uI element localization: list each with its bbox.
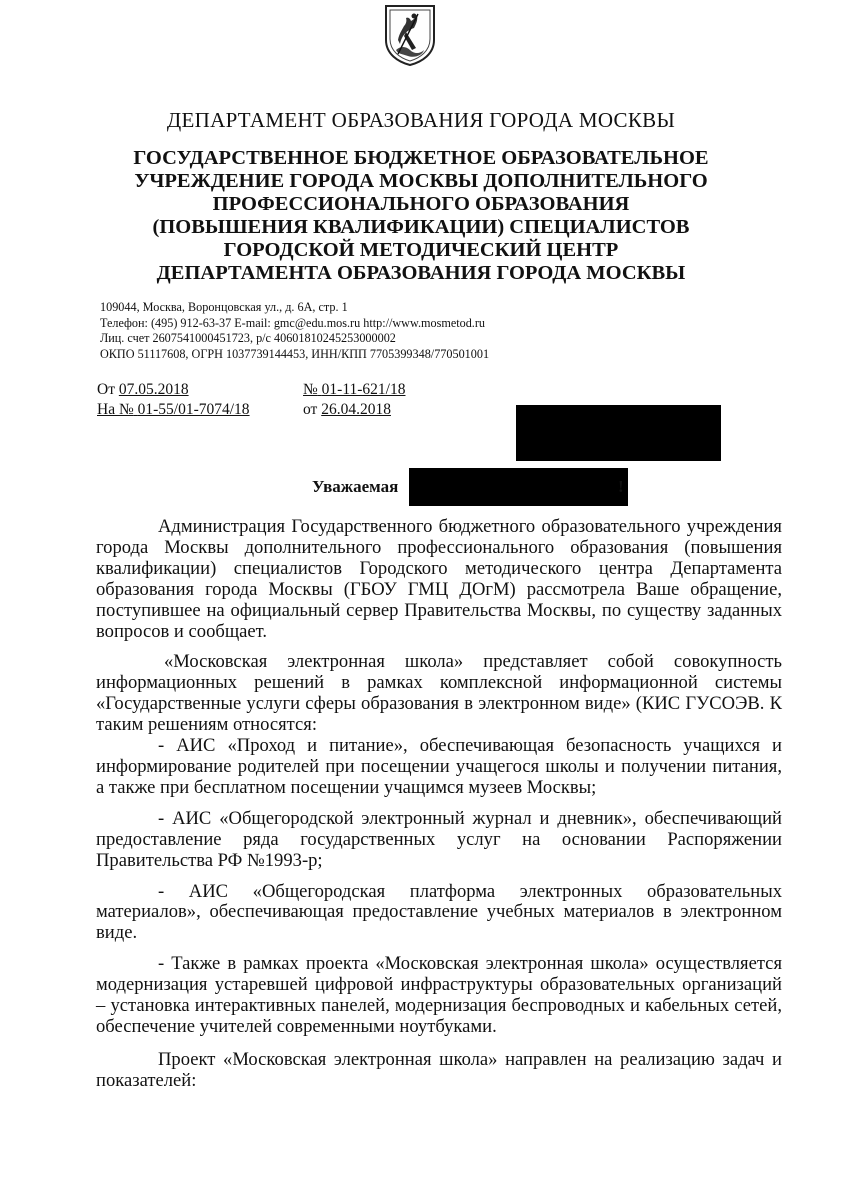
registration-reference: № 01-11-621/18 от 26.04.2018 (303, 381, 406, 418)
organization-line: ПРОФЕССИОНАЛЬНОГО ОБРАЗОВАНИЯ (212, 193, 630, 215)
incoming-number: 01-55/01-7074/18 (137, 401, 250, 418)
list-item: - АИС «Общегородская платформа электронных образовательных материалов», обеспечивающая предоставление учебных материалов в электронном виде. (96, 880, 782, 944)
organization-line: ГОРОДСКОЙ МЕТОДИЧЕСКИЙ ЦЕНТР (223, 239, 619, 261)
outgoing-date: 07.05.2018 (118, 381, 189, 398)
organization-line: ДЕПАРТАМЕНТА ОБРАЗОВАНИЯ ГОРОДА МОСКВЫ (156, 262, 686, 284)
registration-date: 26.04.2018 (321, 401, 391, 418)
paragraph: Администрация Государственного бюджетного образовательного учреждения города Москвы дополнительного профессионального образования (повышения квалификации) специалистов Городского методического центра Департамента образования города Москвы (ГБОУ ГМЦ ДОгМ) рассмотрела Ваше обращение, поступившее на официальный сервер Правительства Москвы, по существу заданных вопросов и сообщает. (96, 516, 782, 642)
paragraph: «Московская электронная школа» представляет собой совокупность информационных решений в рамках комплексной информационной системы «Государственные услуги сферы образования в электронном виде» (КИС ГУСОЭВ. К таким решениям относятся: (96, 651, 782, 736)
greeting-exclamation: ! (618, 477, 624, 496)
registry-line: ОКПО 51117608, ОГРН 1037739144453, ИНН/КПП 7705399348/770501001 (100, 346, 490, 361)
coat-of-arms-emblem (384, 4, 436, 66)
organization-line: ГОСУДАРСТВЕННОЕ БЮДЖЕТНОЕ ОБРАЗОВАТЕЛЬНОЕ (133, 147, 709, 169)
redacted-recipient (516, 405, 721, 461)
redacted-name (409, 468, 628, 506)
organization-title (60, 147, 782, 285)
list-item: - Также в рамках проекта «Московская электронная школа» осуществляется модернизация устаревшей цифровой инфраструктуры образовательных организаций – установка интерактивных панелей, модернизация беспроводных и кабельных сетей, обеспечение учителей современными ноутбуками. (96, 953, 782, 1037)
contact-line: Телефон: (495) 912-63-37 E-mail: gmc@edu.mos.ru http://www.mosmetod.ru (100, 315, 486, 330)
outgoing-reference: От 07.05.2018 На № 01-55/01-7074/18 (97, 381, 250, 418)
paragraph: Проект «Московская электронная школа» направлен на реализацию задач и показателей: (96, 1048, 782, 1091)
greeting: Уважаемая (312, 477, 399, 496)
department-title: ДЕПАРТАМЕНТ ОБРАЗОВАНИЯ ГОРОДА МОСКВЫ (166, 108, 676, 132)
list-item: - АИС «Проход и питание», обеспечивающая безопасность учащихся и информирование родителей при посещении учащегося школы и получении питания, а также при бесплатном посещении учащимся музеев Москвы; (96, 735, 782, 798)
address-line: 109044, Москва, Воронцовская ул., д. 6А, стр. 1 (100, 300, 348, 314)
registration-number: 01-11-621/18 (321, 381, 406, 398)
letter-body (96, 517, 782, 1092)
address-block (100, 300, 489, 362)
organization-line: УЧРЕЖДЕНИЕ ГОРОДА МОСКВЫ ДОПОЛНИТЕЛЬНОГО (134, 170, 708, 192)
account-line: Лиц. счет 2607541000451723, р/с 40601810245253000002 (100, 331, 396, 346)
organization-line: (ПОВЫШЕНИЯ КВАЛИФИКАЦИИ) СПЕЦИАЛИСТОВ (152, 216, 690, 238)
list-item: - АИС «Общегородской электронный журнал и дневник», обеспечивающий предоставление ряда государственных услуг на основании Распоряжении Правительства РФ №1993-р; (96, 807, 782, 871)
